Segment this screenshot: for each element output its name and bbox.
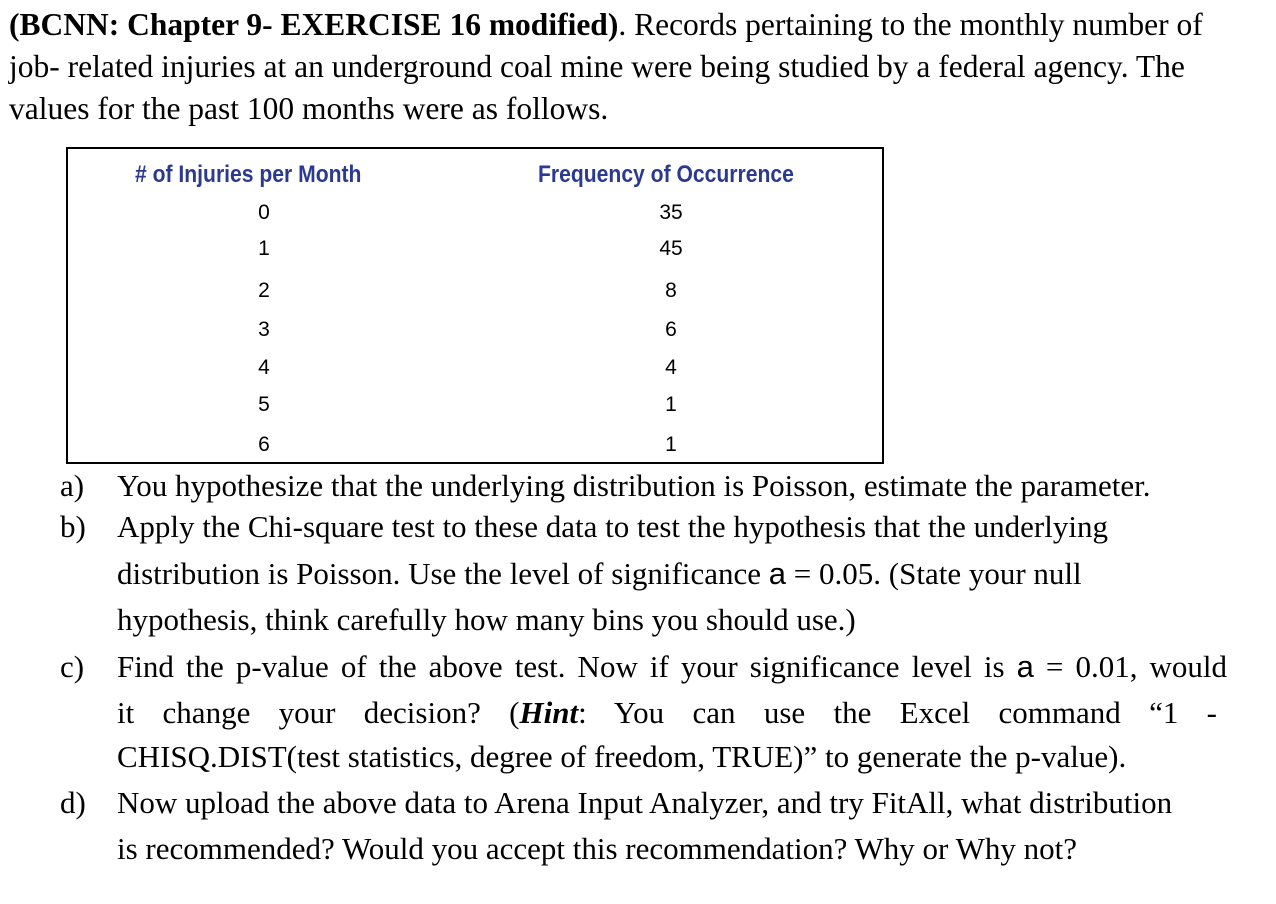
question-c-line2 [117,695,1217,731]
column-header-frequency: Frequency of Occurrence [538,161,794,188]
table-cell-frequency: 6 [665,318,677,341]
question-c-line1-end: = 0.01, would [1033,649,1228,684]
question-a-label: a) [60,468,85,503]
injury-frequency-table [66,147,884,464]
table-cell-injuries: 6 [258,433,270,456]
alpha-symbol: a [1016,649,1034,684]
hint-label: Hint [519,695,579,730]
exercise-reference: (BCNN: Chapter 9- EXERCISE 16 modified) [9,7,619,42]
table-cell-frequency: 1 [665,433,677,456]
question-a-text: You hypothesize that the underlying distribution is Poisson, estimate the parameter. [117,468,1151,503]
table-cell-frequency: 4 [665,356,677,379]
question-d-line1: Now upload the above data to Arena Input Analyzer, and try FitAll, what distribution [117,785,1173,820]
question-b-label: b) [60,509,86,544]
table-cell-injuries: 3 [258,318,270,341]
question-d-label: d) [60,785,86,820]
question-b-line2-start: distribution is Poisson. Use the level of significance [117,556,769,591]
column-header-injuries: # of Injuries per Month [135,161,362,188]
question-c-line1 [117,649,1227,685]
table-cell-frequency: 45 [659,237,683,260]
intro-text: . Records pertaining to the monthly number of job- related injuries at an underground coal mine were being studied by a federal agency. The values for the past 100 months were as follows. [9,7,1203,126]
table-cell-injuries: 4 [258,356,270,379]
table-cell-frequency: 8 [665,279,677,302]
question-b-line2-end: = 0.05. (State your null [786,556,1082,591]
table-cell-frequency: 35 [659,201,683,224]
question-c-line2-end: : You can use the Excel command “1 - [578,695,1218,730]
question-b-line2 [117,556,1082,592]
table-cell-frequency: 1 [665,393,677,416]
problem-intro [9,4,1209,130]
question-c-line3: CHISQ.DIST(test statistics, degree of freedom, TRUE)” to generate the p-value). [117,739,1127,774]
table-cell-injuries: 1 [258,237,270,260]
question-d-line2: is recommended? Would you accept this recommendation? Why or Why not? [117,831,1077,866]
question-b-line1: Apply the Chi-square test to these data to test the hypothesis that the underlying [117,509,1108,544]
table-cell-injuries: 0 [258,201,270,224]
table-cell-injuries: 5 [258,393,270,416]
question-c-label: c) [60,649,85,684]
question-b-line3: hypothesis, think carefully how many bins you should use.) [117,602,856,637]
question-c-line1-start: Find the p-value of the above test. Now if your significance level is [117,649,1017,684]
question-c-line2-start: it change your decision? ( [117,695,520,730]
table-cell-injuries: 2 [258,279,270,302]
alpha-symbol: a [768,556,787,591]
